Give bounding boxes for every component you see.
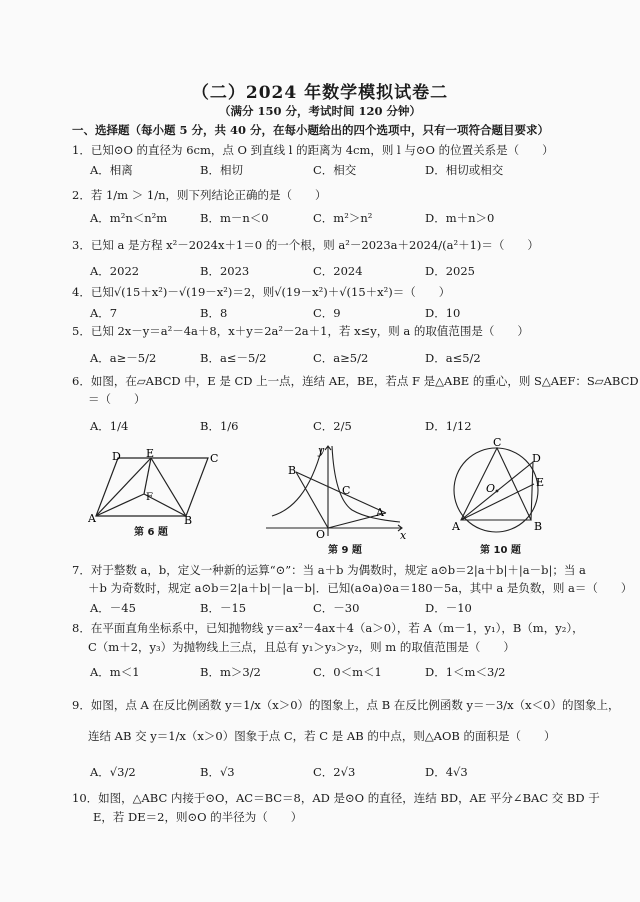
fig9-label-a: A — [376, 506, 384, 519]
exam-subtitle: （满分 150 分，考试时间 120 分钟） — [218, 104, 422, 118]
q3-option-d: D．2025 — [425, 264, 475, 278]
question-7-stem-line2: ＋b 为奇数时，规定 a⊙b＝2|a＋b|－|a－b|．已知(a⊙a)⊙a＝180－5a，其中 a 是负数，则 a＝（ ） — [88, 581, 633, 595]
section-heading: 一、选择题（每小题 5 分，共 40 分，在每小题给出的四个选项中，只有一项符合题目要求） — [72, 123, 550, 137]
q2-option-d: D．m＋n＞0 — [425, 211, 495, 225]
question-1-stem: 1．已知⊙O 的直径为 6cm，点 O 到直线 l 的距离为 4cm，则 l 与⊙O 的位置关系是（ ） — [72, 143, 554, 157]
q8-option-b: B．m＞3/2 — [200, 665, 261, 679]
q3-option-a: A．2022 — [90, 264, 140, 278]
exam-title: （二）2024 年数学模拟试卷二 — [191, 83, 449, 103]
q8-option-a: A．m＜1 — [90, 665, 140, 679]
fig10-label-a: A — [452, 520, 460, 533]
fig10-label-d: D — [532, 452, 541, 465]
fig6-label-e: E — [146, 448, 155, 460]
q7-option-d: D．－10 — [425, 601, 472, 615]
fig6-label-b: B — [184, 514, 193, 527]
q1-option-c: C．相交 — [313, 163, 357, 177]
q6-option-b: B．1/6 — [200, 419, 239, 433]
q8-option-c: C．0＜m＜1 — [313, 665, 382, 679]
q8-option-d: D．1＜m＜3/2 — [425, 665, 506, 679]
question-6-stem-line2: ＝（ ） — [88, 392, 146, 406]
fig9-label-x: x — [400, 529, 407, 540]
q9-option-c: C．2√3 — [313, 765, 356, 779]
question-7-stem-line1: 7．对于整数 a，b，定义一种新的运算“⊙”：当 a＋b 为偶数时，规定 a⊙b＝2|a＋b|＋|a－b|；当 a — [72, 563, 586, 577]
fig6-label-f: F — [146, 492, 153, 503]
q5-option-a: A．a≥－5/2 — [90, 351, 157, 365]
fig10-label-o: O — [486, 482, 496, 495]
q1-option-d: D．相切或相交 — [425, 163, 504, 177]
q3-option-c: C．2024 — [313, 264, 363, 278]
q7-option-a: A．－45 — [90, 601, 136, 615]
question-3-stem: 3．已知 a 是方程 x²－2024x＋1＝0 的一个根，则 a²－2023a＋2024/(a²＋1)＝（ ） — [72, 238, 539, 252]
question-10-stem-line2: E，若 DE＝2，则⊙O 的半径为（ ） — [93, 810, 303, 824]
figure-10-caption: 第 10 题 — [480, 545, 521, 556]
q7-option-b: B．－15 — [200, 601, 247, 615]
question-2-stem: 2．若 1/m ＞ 1/n，则下列结论正确的是（ ） — [72, 188, 327, 202]
q4-option-b: B．8 — [200, 306, 228, 320]
q2-option-b: B．m－n＜0 — [200, 211, 269, 225]
fig6-label-c: C — [210, 452, 219, 465]
figure-9-graph — [262, 440, 410, 540]
fig9-label-b: B — [288, 464, 297, 477]
q7-option-c: C．－30 — [313, 601, 360, 615]
q2-option-c: C．m²＞n² — [313, 211, 373, 225]
figure-6-caption: 第 6 题 — [134, 527, 168, 538]
figure-9-caption: 第 9 题 — [328, 545, 362, 556]
q6-option-c: C．2/5 — [313, 419, 352, 433]
figure-10-circle — [450, 436, 550, 540]
q9-option-b: B．√3 — [200, 765, 235, 779]
q5-option-d: D．a≤5/2 — [425, 351, 481, 365]
q6-option-a: A．1/4 — [90, 419, 129, 433]
question-5-stem: 5．已知 2x－y＝a²－4a＋8，x＋y＝2a²－2a＋1，若 x≤y，则 a 的取值范围是（ ） — [72, 324, 529, 338]
q2-option-a: A．m²n＜n²m — [90, 211, 168, 225]
q4-option-a: A．7 — [90, 306, 118, 320]
question-8-stem-line2: C（m＋2，y₃）为抛物线上三点，且总有 y₁＞y₃＞y₂，则 m 的取值范围是（ ） — [88, 640, 515, 654]
q1-option-b: B．相切 — [200, 163, 243, 177]
question-10-stem-line1: 10．如图，△ABC 内接于⊙O，AC＝BC＝8，AD 是⊙O 的直径，连结 BD，AE 平分∠BAC 交 BD 于 — [72, 791, 600, 805]
fig9-label-o: O — [316, 528, 326, 540]
q9-option-a: A．√3/2 — [90, 765, 136, 779]
question-9-stem-line1: 9．如图，点 A 在反比例函数 y＝1/x（x＞0）的图象上，点 B 在反比例函数 y＝－3/x（x＜0）的图象上， — [72, 698, 620, 712]
q3-option-b: B．2023 — [200, 264, 250, 278]
q9-option-d: D．4√3 — [425, 765, 468, 779]
question-6-stem-line1: 6．如图，在▱ABCD 中，E 是 CD 上一点，连结 AE，BE，若点 F 是△ABE 的重心，则 S△AEF：S▱ABCD — [72, 374, 639, 388]
q5-option-b: B．a≤－5/2 — [200, 351, 267, 365]
q1-option-a: A．相离 — [90, 163, 133, 177]
question-9-stem-line2: 连结 AB 交 y＝1/x（x＞0）图象于点 C，若 C 是 AB 的中点，则△AOB 的面积是（ ） — [88, 729, 556, 743]
fig9-label-y: y — [318, 444, 325, 457]
question-8-stem-line1: 8．在平面直角坐标系中，已知抛物线 y＝ax²－4ax＋4（a＞0），若 A（m－1，y₁），B（m，y₂）， — [72, 621, 584, 635]
fig10-label-e: E — [536, 476, 545, 489]
question-4-stem: 4．已知√(15＋x²)－√(19－x²)＝2，则√(19－x²)＋√(15＋x²)＝（ ） — [72, 285, 451, 299]
q4-option-d: D．10 — [425, 306, 461, 320]
q6-option-d: D．1/12 — [425, 419, 472, 433]
q5-option-c: C．a≥5/2 — [313, 351, 369, 365]
fig9-label-c: C — [342, 484, 351, 497]
fig10-label-b: B — [534, 520, 543, 533]
q4-option-c: C．9 — [313, 306, 341, 320]
fig6-label-a: A — [88, 512, 96, 525]
fig6-label-d: D — [112, 450, 121, 463]
fig10-label-c: C — [493, 436, 502, 449]
